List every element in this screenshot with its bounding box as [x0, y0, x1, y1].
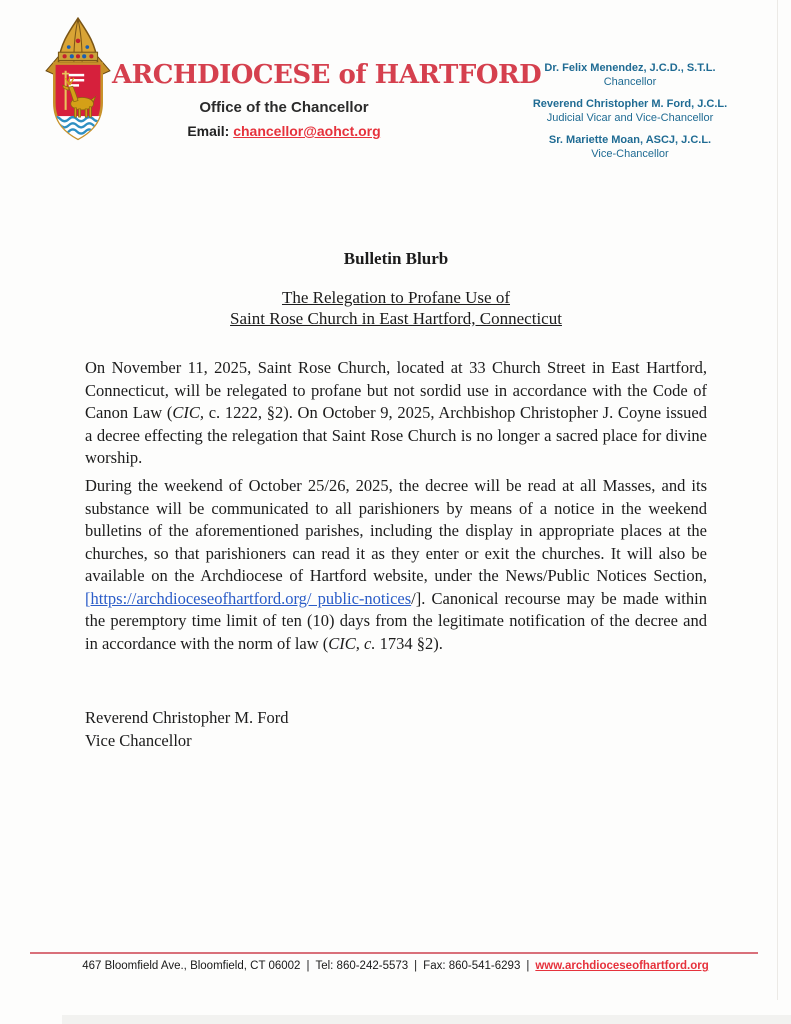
footer-fax: Fax: 860-541-6293 — [423, 960, 521, 972]
footer-contact-line — [0, 960, 791, 972]
official-title: Judicial Vicar and Vice-Chancellor — [546, 111, 714, 124]
text-segment: 1734 §2). — [375, 633, 443, 653]
official-chancellor — [478, 62, 782, 89]
email-label: Email: — [187, 123, 230, 139]
footer-separator: | — [526, 960, 530, 972]
document-subject — [85, 287, 707, 329]
signature-name: Reverend Christopher M. Ford — [85, 708, 289, 727]
scan-artifact-right-edge — [777, 0, 778, 1000]
footer-separator: | — [414, 960, 418, 972]
footer-address: 467 Bloomfield Ave., Bloomfield, CT 06002 — [82, 960, 301, 972]
footer-divider — [30, 952, 758, 954]
public-notices-link[interactable]: https://archdioceseofhartford.org/ public-notices — [90, 588, 412, 608]
official-vice-chancellor-1 — [478, 98, 782, 125]
paragraph-1 — [85, 357, 707, 470]
official-name: Dr. Felix Menendez, J.C.D., S.T.L. — [544, 62, 716, 74]
paragraph-2 — [85, 475, 707, 655]
officials-list — [478, 62, 782, 161]
office-subtitle: Office of the Chancellor — [199, 99, 369, 116]
footer-website-link[interactable]: www.archdioceseofhartford.org — [535, 960, 709, 972]
signature-block — [85, 707, 288, 752]
text-segment: During the weekend of October 25/26, 2025, the decree will be read at all Masses, and its substance will be communicated to all parishioners by means of a notice in the weekend bulletins of the aforementioned parishes, including the display in appropriate places at the churches, so that parishioners can read it as they enter or exit the churches. It will also be available on the Archdiocese of Hartford website, under the News/Public Notices Section, — [85, 476, 707, 585]
text-segment: /]. Canonical recourse may be made within the peremptory time limit of ten (10) days from the legitimate notification of the decree and in accordance with the norm of law ( — [85, 588, 707, 653]
official-vice-chancellor-2 — [478, 134, 782, 161]
email-line — [112, 123, 456, 139]
text-segment: [ — [85, 588, 91, 608]
official-title: Vice-Chancellor — [591, 147, 669, 160]
text-segment: c. 1222, §2). On October 9, 2025, Archbishop Christopher J. Coyne issued a decree effecting the relegation that Saint Rose Church is no longer a sacred place for divine worship. — [85, 403, 707, 467]
text-segment: CIC, — [172, 403, 204, 422]
archdiocese-coat-of-arms-icon — [44, 16, 112, 142]
chancellor-email-link[interactable]: chancellor@aohct.org — [233, 123, 381, 139]
text-segment: CIC, c. — [328, 633, 376, 653]
official-name: Reverend Christopher M. Ford, J.C.L. — [532, 98, 728, 110]
footer-separator: | — [306, 960, 310, 972]
org-name-title: ARCHDIOCESE of HARTFORD — [112, 60, 542, 90]
text-segment: On November 11, 2025, Saint Rose Church, located at 33 Church Street in East Hartford, Connecticut, will be relegated to profane but not sordid use in accordance with the Code of Canon Law ( — [85, 358, 707, 422]
document-heading: Bulletin Blurb — [343, 249, 449, 268]
footer-telephone: Tel: 860-242-5573 — [315, 960, 409, 972]
official-title: Chancellor — [603, 75, 657, 88]
signature-title: Vice Chancellor — [85, 730, 192, 750]
official-name: Sr. Mariette Moan, ASCJ, J.C.L. — [548, 134, 712, 146]
scan-artifact-bottom-bar — [62, 1015, 791, 1024]
subject-line-2: Saint Rose Church in East Hartford, Connecticut — [230, 309, 562, 328]
subject-line-1: The Relegation to Profane Use of — [281, 288, 510, 307]
